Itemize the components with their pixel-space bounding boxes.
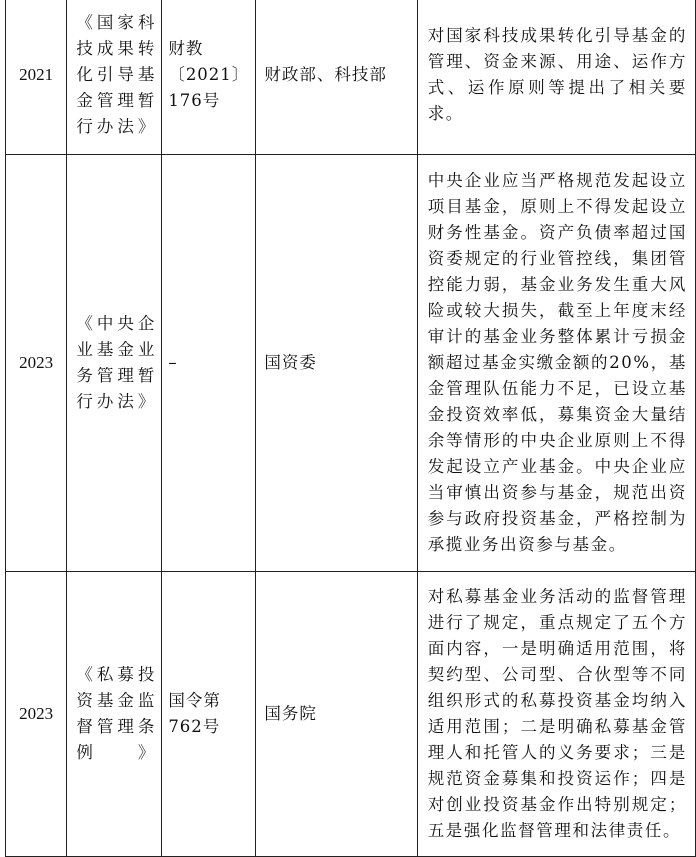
table-row bbox=[6, 155, 696, 572]
year-cell: 2023 bbox=[6, 155, 67, 572]
table-row bbox=[6, 0, 696, 155]
issuer-cell: 国资委 bbox=[256, 155, 417, 572]
document-number-cell: 财教〔2021〕176号 bbox=[162, 0, 256, 155]
policy-name-cell: 《中央企业基金业务管理暂行办法》 bbox=[67, 155, 162, 572]
policy-name-cell: 《国家科技成果转化引导基金管理暂行办法》 bbox=[67, 0, 162, 155]
year-cell: 2021 bbox=[6, 0, 67, 155]
description-cell: 对国家科技成果转化引导基金的管理、资金来源、用途、运作方式、运作原则等提出了相关要求。 bbox=[417, 0, 695, 155]
table-row bbox=[6, 572, 696, 857]
policy-table bbox=[5, 0, 696, 857]
document-number-cell: 国令第762号 bbox=[162, 572, 256, 857]
description-cell: 中央企业应当严格规范发起设立项目基金，原则上不得发起设立财务性基金。资产负债率超过国资委规定的行业管控线，集团管控能力弱，基金业务发生重大风险或较大损失，截至上年度末经审计的基金业务整体累计亏损金额超过基金实缴金额的20%，基金管理队伍能力不足，已设立基金投资效率低，募集资金大量结余等情形的中央企业原则上不得发起设立产业基金。中央企业应当审慎出资参与基金，规范出资参与政府投资基金，严格控制为承揽业务出资参与基金。 bbox=[417, 155, 695, 572]
year-cell: 2023 bbox=[6, 572, 67, 857]
issuer-cell: 财政部、科技部 bbox=[256, 0, 417, 155]
issuer-cell: 国务院 bbox=[256, 572, 417, 857]
document-number-cell: – bbox=[162, 155, 256, 572]
policy-name-cell: 《私募投资基金监督管理条例》 bbox=[67, 572, 162, 857]
description-cell: 对私募基金业务活动的监督管理进行了规定，重点规定了五个方面内容，一是明确适用范围，将契约型、公司型、合伙型等不同组织形式的私募投资基金均纳入适用范围；二是明确私募基金管理人和托管人的义务要求；三是规范资金募集和投资运作；四是对创业投资基金作出特别规定；五是强化监督管理和法律责任。 bbox=[417, 572, 695, 857]
